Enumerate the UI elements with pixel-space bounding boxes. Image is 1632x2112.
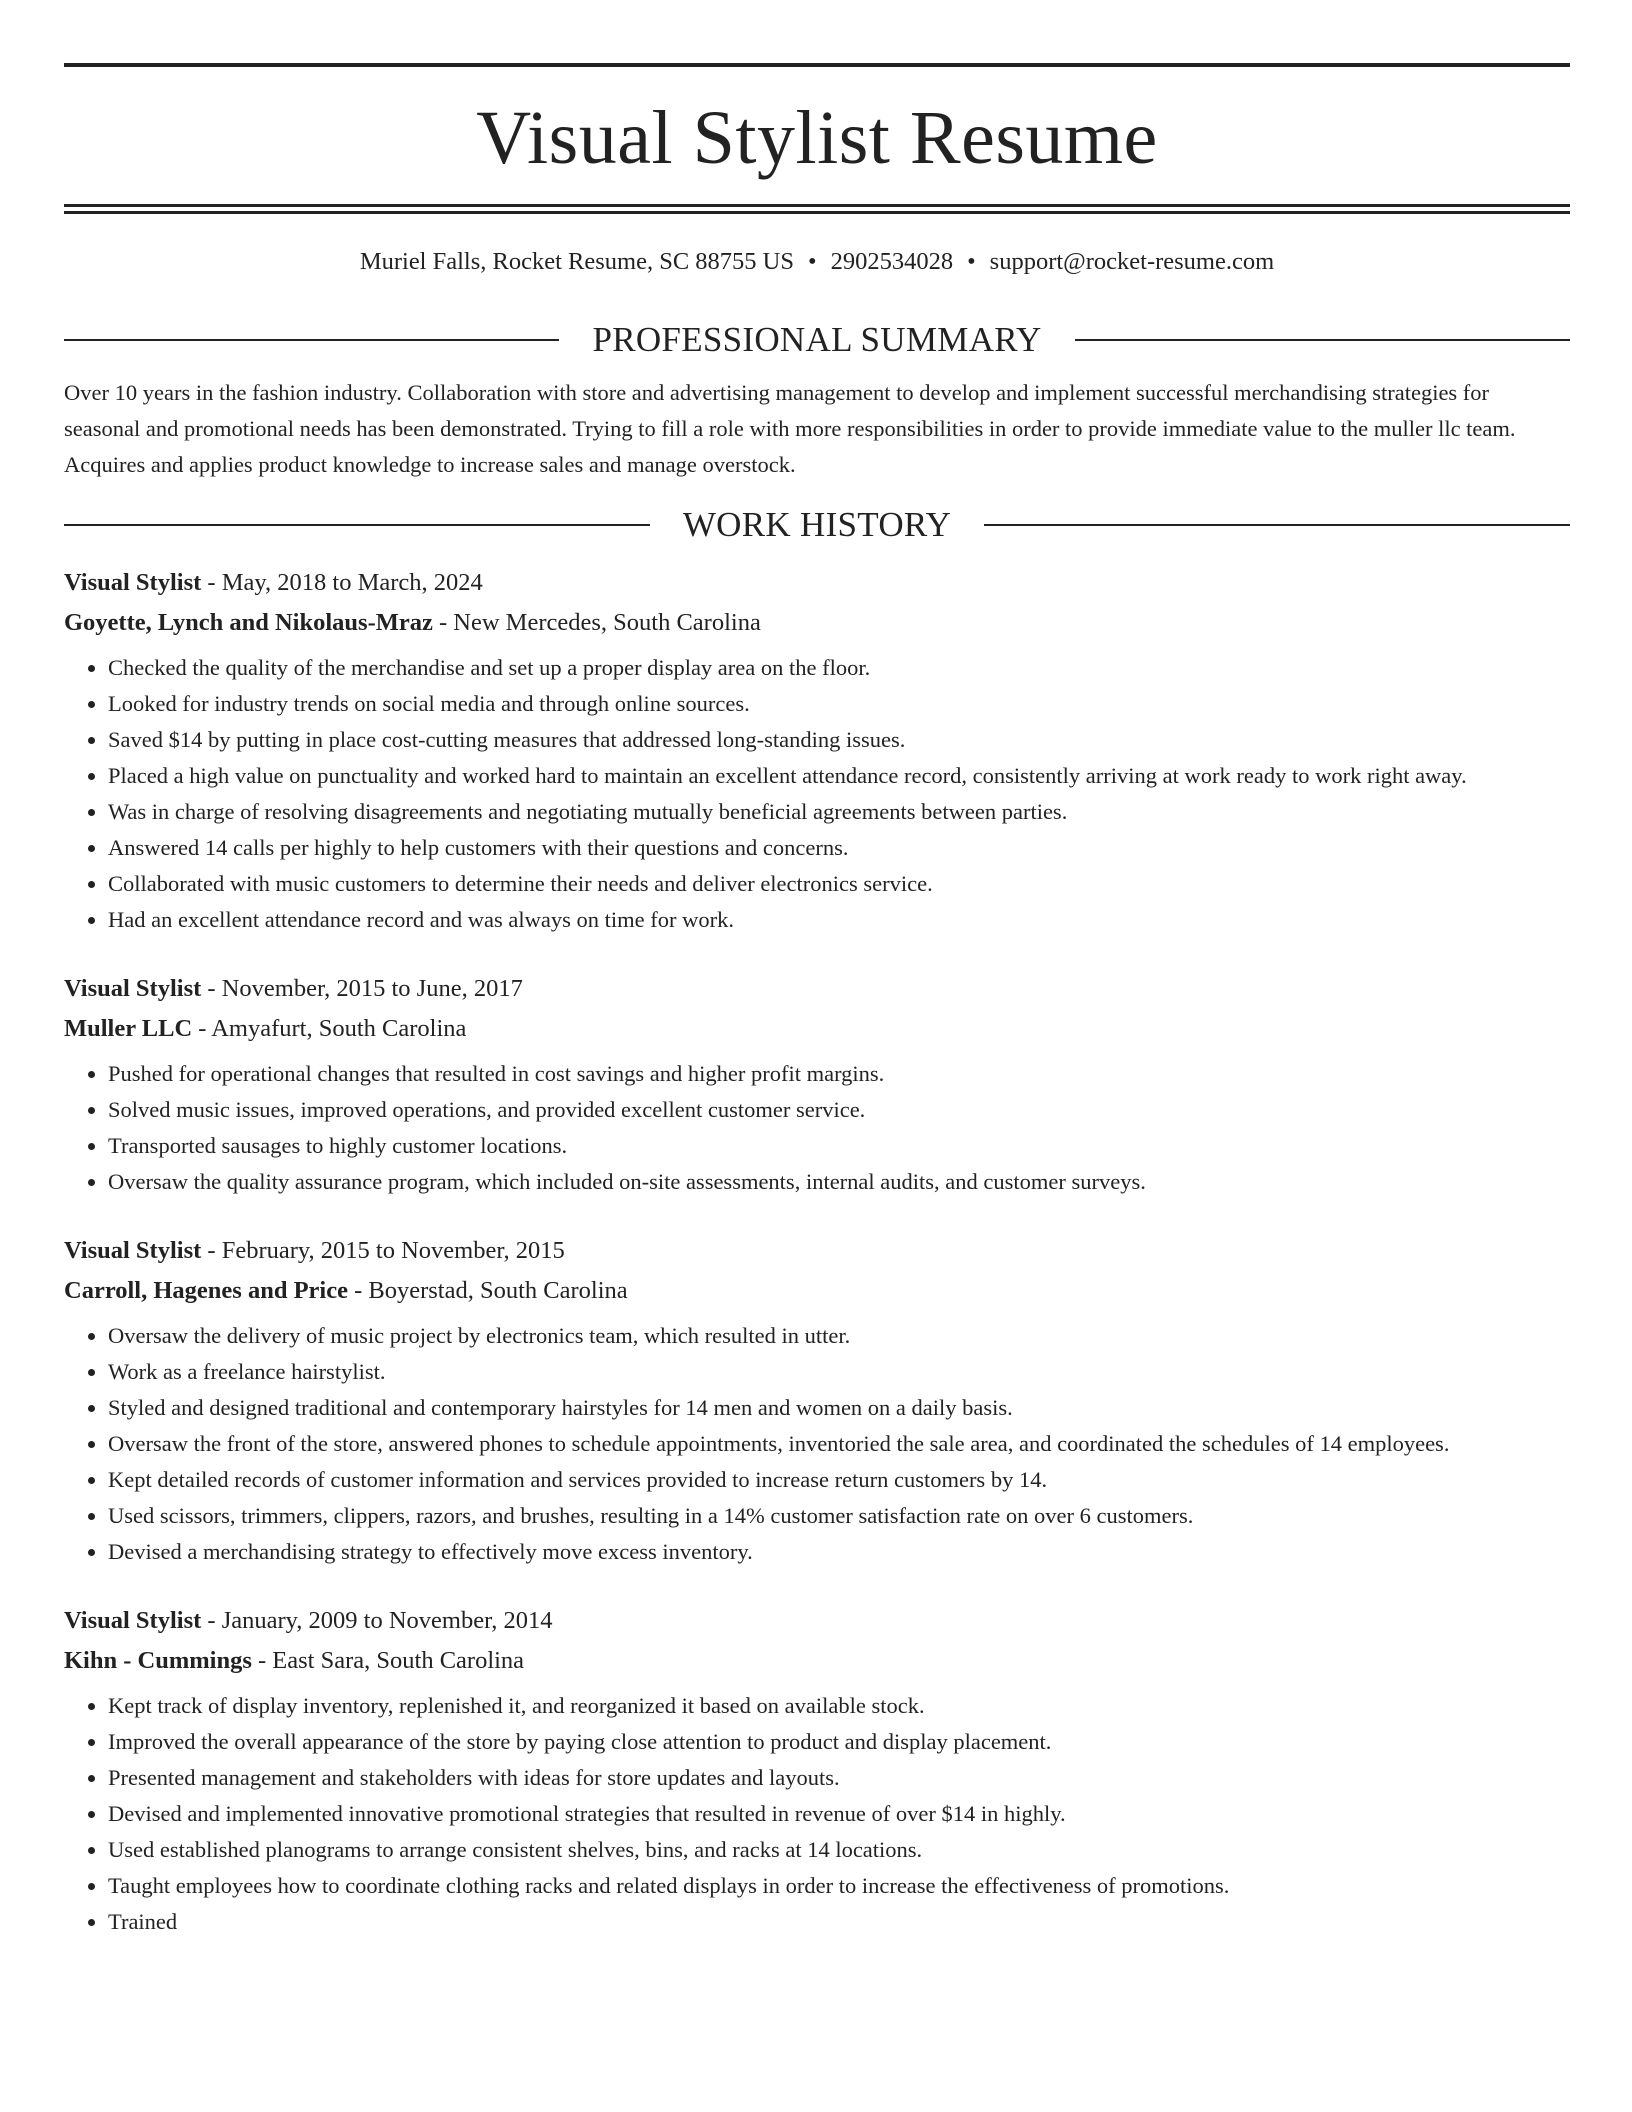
contact-line [64, 247, 1570, 277]
duty-item: • Oversaw the quality assurance program, which included on-site assessments, internal audits, and customer surveys. [108, 1164, 1570, 1200]
summary-heading-label: PROFESSIONAL SUMMARY [592, 320, 1042, 359]
job-duties-list [64, 1056, 1570, 1200]
job-title-line [64, 969, 1570, 1009]
duty-item: • Checked the quality of the merchandise and set up a proper display area on the floor. [108, 650, 1570, 686]
duty-item: • Trained [108, 1904, 1570, 1940]
duty-item: • Devised and implemented innovative promotional strategies that resulted in revenue of over $14 in highly. [108, 1796, 1570, 1832]
duty-item: • Styled and designed traditional and contemporary hairstyles for 14 men and women on a daily basis. [108, 1390, 1570, 1426]
duty-item: • Was in charge of resolving disagreements and negotiating mutually beneficial agreements between parties. [108, 794, 1570, 830]
job-dates: - May, 2018 to March, 2024 [201, 569, 483, 596]
job-company: Kihn - Cummings [64, 1647, 252, 1674]
job-duties-list [64, 650, 1570, 938]
job-dates: - January, 2009 to November, 2014 [201, 1607, 553, 1634]
job-entry [64, 1231, 1570, 1570]
duty-item: • Kept detailed records of customer information and services provided to increase return customers by 14. [108, 1462, 1570, 1498]
job-company: Carroll, Hagenes and Price [64, 1277, 348, 1304]
job-company-line [64, 1009, 1570, 1049]
duty-item: • Taught employees how to coordinate clothing racks and related displays in order to increase the effectiveness of promotions. [108, 1868, 1570, 1904]
job-dates: - February, 2015 to November, 2015 [201, 1237, 565, 1264]
duty-item: • Improved the overall appearance of the store by paying close attention to product and display placement. [108, 1724, 1570, 1760]
contact-address: Muriel Falls, Rocket Resume, SC 88755 US [359, 248, 795, 275]
contact-email[interactable]: support@rocket-resume.com [989, 248, 1275, 275]
job-location: - Amyafurt, South Carolina [192, 1015, 467, 1042]
duty-item: • Oversaw the front of the store, answered phones to schedule appointments, inventoried the sale area, and coordinated the schedules of 14 employees. [108, 1426, 1570, 1462]
job-entry [64, 563, 1570, 938]
job-location: - East Sara, South Carolina [251, 1647, 525, 1674]
contact-separator: • [967, 248, 976, 275]
job-role: Visual Stylist [64, 975, 202, 1002]
job-duties-list [64, 1688, 1570, 1940]
duty-item: • Kept track of display inventory, replenished it, and reorganized it based on available stock. [108, 1688, 1570, 1724]
job-duties-list [64, 1318, 1570, 1570]
job-company-line [64, 1271, 1570, 1311]
job-location: - Boyerstad, South Carolina [347, 1277, 628, 1304]
duty-item: • Devised a merchandising strategy to effectively move excess inventory. [108, 1534, 1570, 1570]
heading-rule-left [64, 339, 559, 341]
job-role: Visual Stylist [64, 1237, 202, 1264]
job-entry [64, 1601, 1570, 1940]
duty-item: • Looked for industry trends on social media and through online sources. [108, 686, 1570, 722]
duty-item: • Work as a freelance hairstylist. [108, 1354, 1570, 1390]
duty-item: • Collaborated with music customers to determine their needs and deliver electronics service. [108, 866, 1570, 902]
job-company-line [64, 603, 1570, 643]
duty-item: • Transported sausages to highly customer locations. [108, 1128, 1570, 1164]
job-role: Visual Stylist [64, 569, 202, 596]
job-role: Visual Stylist [64, 1607, 202, 1634]
job-location: - New Mercedes, South Carolina [432, 609, 761, 636]
job-dates: - November, 2015 to June, 2017 [201, 975, 523, 1002]
summary-heading [64, 320, 1570, 360]
duty-item: • Saved $14 by putting in place cost-cutting measures that addressed long-standing issues. [108, 722, 1570, 758]
contact-phone: 2902534028 [830, 248, 954, 275]
duty-item: • Pushed for operational changes that resulted in cost savings and higher profit margins. [108, 1056, 1570, 1092]
heading-rule-left [64, 524, 650, 526]
resume-title: Visual Stylist Resume [476, 96, 1158, 180]
duty-item: • Presented management and stakeholders with ideas for store updates and layouts. [108, 1760, 1570, 1796]
job-title-line [64, 1601, 1570, 1641]
contact-separator: • [808, 248, 817, 275]
summary-text: Over 10 years in the fashion industry. Collaboration with store and advertising management to develop and implement successful merchandising strategies for seasonal and promotional needs has been demonstrated. Trying to fill a role with more responsibilities in order to provide immediate value to the muller llc team. Acquires and applies product knowledge to increase sales and manage overstock. [64, 380, 1516, 477]
heading-rule-right [1075, 339, 1570, 341]
duty-item: • Had an excellent attendance record and was always on time for work. [108, 902, 1570, 938]
job-entry [64, 969, 1570, 1200]
job-title-line [64, 563, 1570, 603]
job-company-line [64, 1641, 1570, 1681]
work-history-heading [64, 505, 1570, 545]
duty-item: • Placed a high value on punctuality and worked hard to maintain an excellent attendance record, consistently arriving at work ready to work right away. [108, 758, 1570, 794]
heading-rule-right [984, 524, 1570, 526]
work-history-list [64, 563, 1570, 1940]
resume-content [64, 0, 1570, 1940]
job-company: Muller LLC [64, 1015, 193, 1042]
title-double-rule [64, 204, 1570, 214]
duty-item: • Answered 14 calls per highly to help customers with their questions and concerns. [108, 830, 1570, 866]
duty-item: • Oversaw the delivery of music project by electronics team, which resulted in utter. [108, 1318, 1570, 1354]
job-company: Goyette, Lynch and Nikolaus-Mraz [64, 609, 433, 636]
duty-item: • Used scissors, trimmers, clippers, razors, and brushes, resulting in a 14% customer satisfaction rate on over 6 customers. [108, 1498, 1570, 1534]
duty-item: • Solved music issues, improved operations, and provided excellent customer service. [108, 1092, 1570, 1128]
work-history-heading-label: WORK HISTORY [682, 505, 952, 544]
duty-item: • Used established planograms to arrange consistent shelves, bins, and racks at 14 locations. [108, 1832, 1570, 1868]
job-title-line [64, 1231, 1570, 1271]
